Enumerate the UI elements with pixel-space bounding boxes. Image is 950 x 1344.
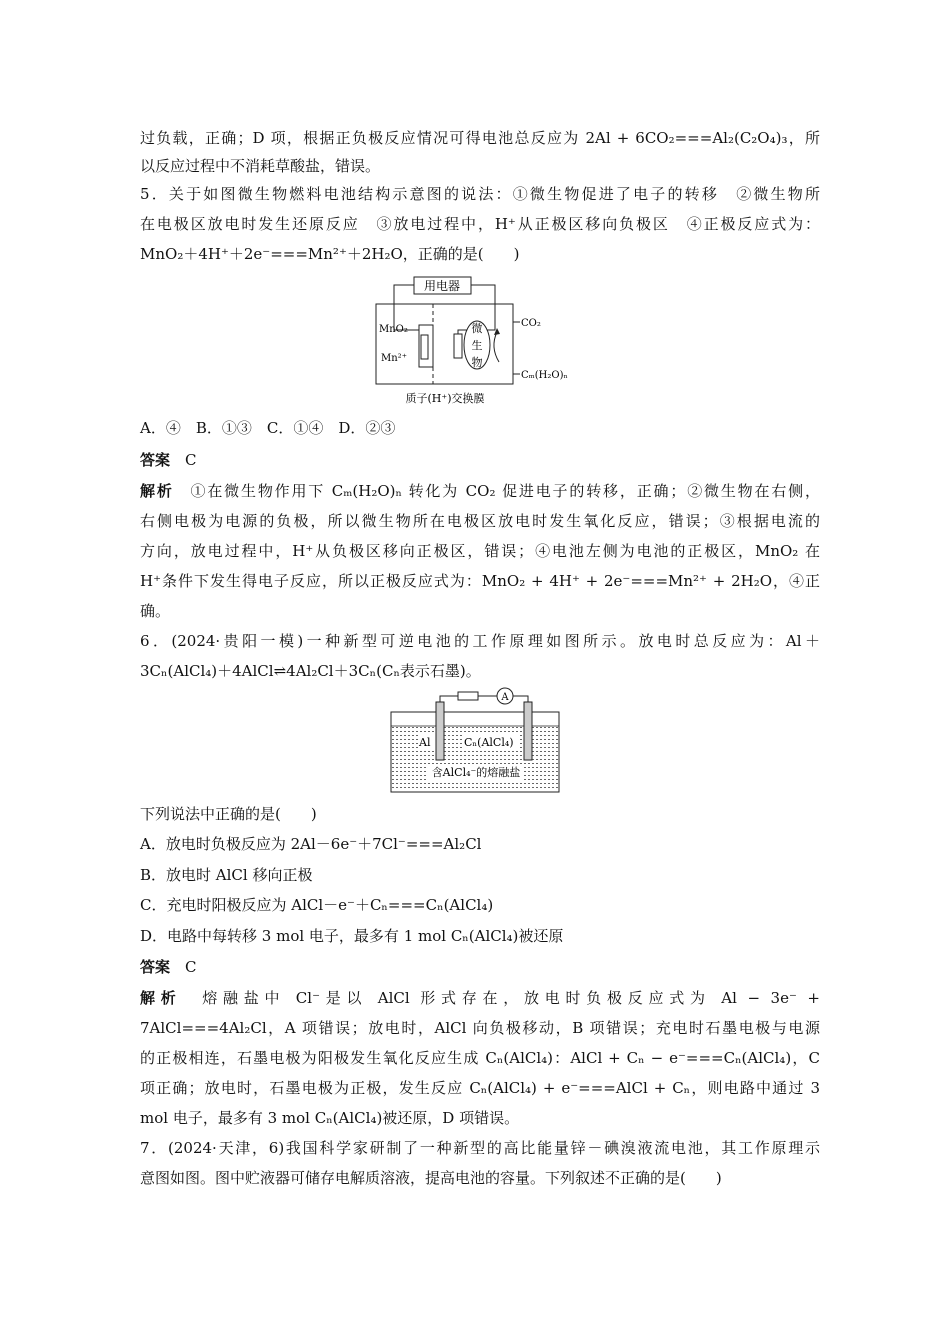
- co2-label: CO₂: [521, 318, 541, 329]
- membrane-caption: 质子(H⁺)交换膜: [405, 392, 485, 405]
- text-line: D．电路中每转移 3 mol 电子，最多有 1 mol Cₙ(AlCl₄)被还原: [140, 927, 564, 945]
- text-line: 答案 C: [140, 958, 197, 976]
- fuel-cell-diagram: [370, 272, 600, 412]
- label-prefix: 解析: [140, 989, 182, 1007]
- label-prefix: 解析: [140, 482, 174, 500]
- text-line: A．放电时负极反应为 2Al－6e⁻＋7Cl⁻===Al₂Cl: [140, 835, 482, 853]
- microbe-char-1: 微: [471, 322, 483, 335]
- text-line: 意图如图。图中贮液器可储存电解质溶液，提高电池的容量。下列叙述不正确的是( ): [140, 1169, 722, 1187]
- aluminum-electrode: [436, 702, 444, 760]
- text-line: 下列说法中正确的是( ): [140, 805, 317, 823]
- text-line: 解析 熔融盐中 Cl⁻是以 AlCl 形式存在，放电时负极反应式为 Al − 3e⁻ +: [140, 989, 820, 1007]
- label-prefix: 答案: [140, 451, 171, 469]
- wire-left: [440, 696, 458, 702]
- right-electrode: [454, 334, 462, 358]
- text-line: B．放电时 AlCl 移向正极: [140, 866, 313, 884]
- label-prefix: 答案: [140, 958, 171, 976]
- text-line: 6．(2024·贵阳一模)一种新型可逆电池的工作原理如图所示。放电时总反应为：Al＋: [140, 632, 820, 650]
- left-electrode: [421, 335, 428, 359]
- device-label: 用电器: [423, 279, 461, 293]
- text-line: 解析 ①在微生物作用下 Cₘ(H₂O)ₙ 转化为 CO₂ 促进电子的转移，正确；②微生物在右侧，: [140, 482, 820, 500]
- text-line: H⁺条件下发生得电子反应，所以正极反应式为：MnO₂ + 4H⁺ + 2e⁻===Mn²⁺ + 2H₂O，④正: [140, 572, 820, 590]
- electron-flow-arrow: [494, 332, 499, 362]
- cell-container: [376, 304, 513, 384]
- text-line: mol 电子，最多有 3 mol Cₙ(AlCl₄)被还原，D 项错误。: [140, 1109, 520, 1127]
- text-line: MnO₂＋4H⁺＋2e⁻===Mn²⁺＋2H₂O，正确的是( ): [140, 245, 520, 263]
- left-bottom-label: Mn²⁺: [381, 353, 407, 364]
- text-line: 的正极相连，石墨电极为阳极发生氧化反应生成 Cₙ(AlCl₄)：AlCl + Cₙ − e⁻===Cₙ(AlCl₄)，C: [140, 1049, 820, 1067]
- text-line: 7AlCl===4Al₂Cl，A 项错误；放电时，AlCl 向负极移动，B 项错误；充电时石墨电极与电源: [140, 1019, 820, 1037]
- electrolyte-label: 含AlCl₄⁻的熔融盐: [431, 766, 521, 779]
- microbe-char-3: 物: [471, 356, 483, 369]
- microbe-char-2: 生: [471, 339, 483, 352]
- text-line: 过负载，正确；D 项，根据正负极反应情况可得电池总反应为 2Al + 6CO₂===Al₂(C₂O₄)₃，所: [140, 129, 820, 147]
- text-line: 3Cₙ(AlCl₄)＋4AlCl⇌4Al₂Cl＋3Cₙ(Cₙ表示石墨)。: [140, 662, 481, 680]
- text-line: 确。: [140, 602, 171, 620]
- wire-right: [513, 696, 528, 702]
- text-line: 项正确；放电时，石墨电极为正极，发生反应 Cₙ(AlCl₄) + e⁻===AlCl + Cₙ，则电路中通过 3: [140, 1079, 820, 1097]
- resistor: [458, 692, 478, 700]
- text-line: 右侧电极为电源的负极，所以微生物所在电极区放电时发生氧化反应，错误；③根据电流的: [140, 512, 820, 530]
- left-electrode-label: Al: [419, 736, 431, 749]
- graphite-electrode: [524, 702, 532, 760]
- ammeter-label: A: [501, 692, 509, 703]
- organic-label: Cₘ(H₂O)ₙ: [521, 370, 568, 381]
- battery-diagram: [388, 686, 563, 796]
- text-line: 以反应过程中不消耗草酸盐，错误。: [140, 157, 381, 175]
- figure-al-battery: [388, 686, 563, 796]
- left-top-label: MnO₂: [379, 324, 408, 335]
- text-line: 5．关于如图微生物燃料电池结构示意图的说法：①微生物促进了电子的转移 ②微生物所: [140, 185, 820, 203]
- text-line: C．充电时阳极反应为 AlCl－e⁻＋Cₙ===Cₙ(AlCl₄): [140, 896, 494, 914]
- text-line: 在电极区放电时发生还原反应 ③放电过程中，H⁺从正极区移向负极区 ④正极反应式为：: [140, 215, 820, 233]
- figure-microbial-fuel-cell: [370, 272, 600, 412]
- text-line: A．④ B．①③ C．①④ D．②③: [140, 419, 396, 437]
- right-electrode-label: Cₙ(AlCl₄): [464, 736, 514, 749]
- text-line: 7．(2024·天津，6)我国科学家研制了一种新型的高比能量锌－碘溴液流电池，其工作原理示: [140, 1139, 820, 1157]
- text-line: 方向，放电过程中，H⁺从负极区移向正极区，错误；④电池左侧为电池的正极区，MnO₂ 在: [140, 542, 820, 560]
- text-line: 答案 C: [140, 451, 197, 469]
